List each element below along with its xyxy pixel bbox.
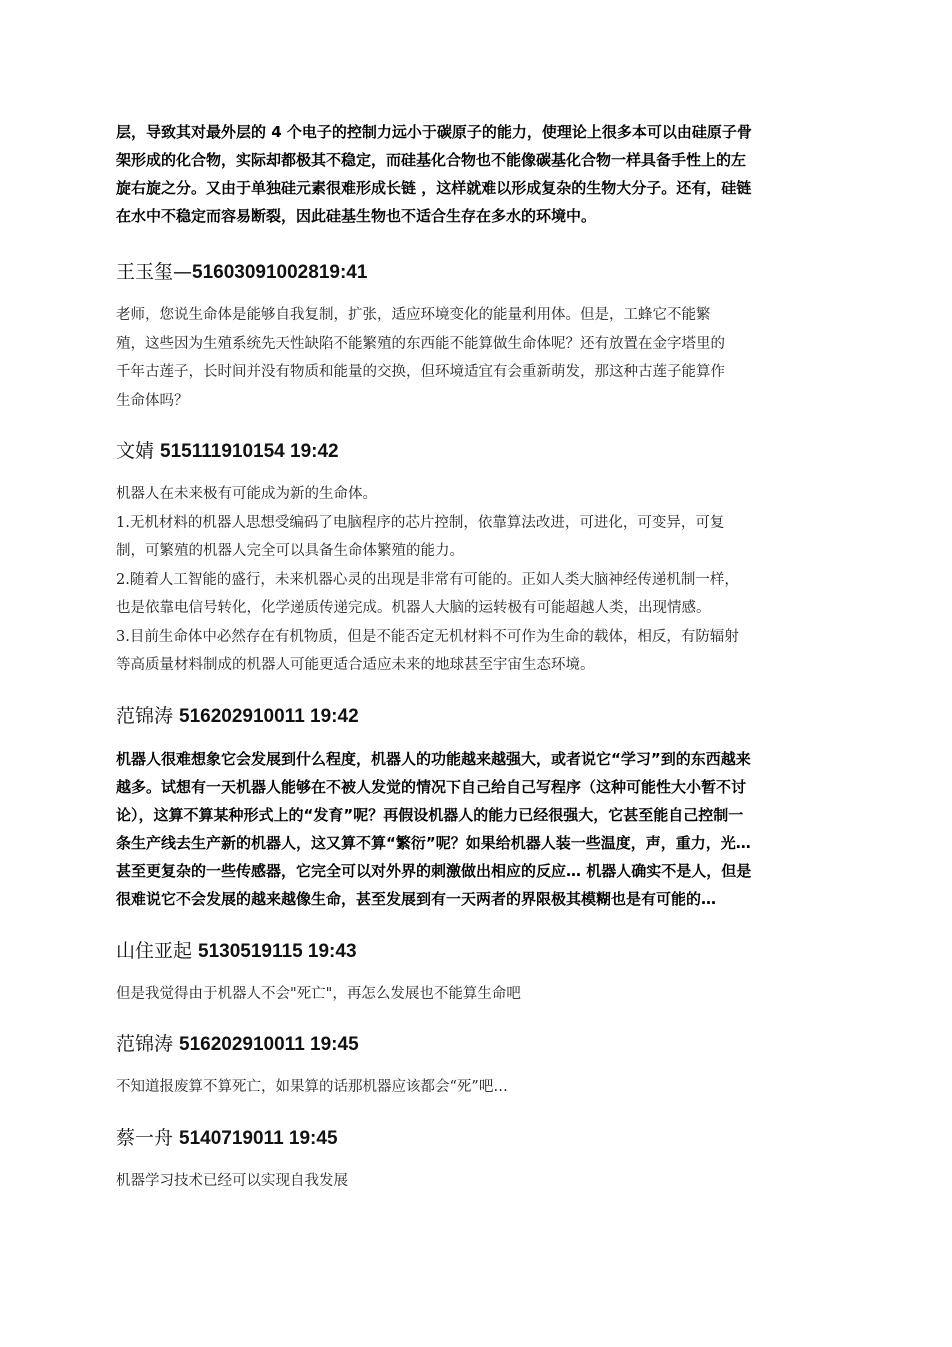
comment-meta: 516202910011 19:45	[179, 1034, 359, 1055]
commenter-name: 范锦涛	[116, 1033, 174, 1055]
commenter-name: 蔡一舟	[116, 1126, 174, 1149]
commenter-name: 文婧	[116, 440, 155, 462]
comment-block	[116, 437, 838, 680]
comment-body: 机器学习技术已经可以实现自我发展	[116, 1172, 348, 1189]
comment-meta: 51603091002819:41	[192, 262, 368, 283]
comment-heading	[116, 1124, 838, 1153]
comment-block	[116, 1124, 838, 1196]
comment-heading	[116, 258, 838, 287]
intro-paragraph: 层，导致其对最外层的 4 个电子的控制力远小于碳原子的能力，使理论上很多本可以由硅原子骨 架形成的化合物，实际却都极其不稳定，而硅基化合物也不能像碳基化合物一样具备手性上的左 旋右旋之分。又由于单独硅元素很难形成长链 ，这样就难以形成复杂的生物大分子。还有，硅链 在水中不稳定而容易断裂，因此硅基生物也不适合生存在多水的环境中。	[116, 123, 752, 225]
comment-heading	[116, 937, 838, 966]
comment-body: 不知道报废算不算死亡，如果算的话那机器应该都会“死”吧…	[116, 1079, 508, 1095]
comment-meta: 515111910154 19:42	[160, 441, 339, 462]
comment-block	[116, 702, 838, 913]
comment-body: 机器人很难想象它会发展到什么程度，机器人的功能越来越强大，或者说它“学习”到的东西越来 越多。试想有一天机器人能够在不被人发觉的情况下自己给自己写程序（这种可能性大小暂不讨 论），这算不算某种形式上的“发育”呢？再假设机器人的能力已经很强大，它甚至能自己控制一 条生产线去生产新的机器人，这又算不算“繁衍”呢？如果给机器人装一些温度，声，重力，光… 甚至更复杂的一些传感器，它完全可以对外界的刺激做出相应的反应… 机器人确实不是人，但是 很难说它不会发展的越来越像生命，甚至发展到有一天两者的界限极其模糊也是有可能的…	[116, 749, 752, 908]
comment-meta: 5130519115 19:43	[198, 940, 357, 962]
comment-heading	[116, 1030, 838, 1059]
document-page	[116, 118, 838, 1195]
comment-heading	[116, 702, 838, 731]
comment-block	[116, 1030, 838, 1102]
commenter-name: 王玉玺—	[116, 261, 193, 283]
commenter-name: 山住亚起	[116, 939, 193, 962]
comment-body: 但是我觉得由于机器人不会"死亡"，再怎么发展也不能算生命吧	[116, 985, 521, 1002]
comment-body: 老师，您说生命体是能够自我复制，扩张，适应环境变化的能量利用体。但是，工蜂它不能繁 殖，这些因为生殖系统先天性缺陷不能繁殖的东西能不能算做生命体呢？还有放置在金字塔里的 千年古莲子，长时间并没有物质和能量的交换，但环境适宜有会重新萌发，那这种古莲子能算作 生命体吗？	[116, 307, 725, 409]
comment-block	[116, 258, 838, 415]
comment-body: 机器人在未来极有可能成为新的生命体。 1.无机材料的机器人思想受编码了电脑程序的芯片控制，依靠算法改进，可进化，可变异，可复 制，可繁殖的机器人完全可以具备生命体繁殖的能力。 2.随着人工智能的盛行，未来机器心灵的出现是非常有可能的。正如人类大脑神经传递机制一样， 也是依靠电信号转化，化学递质传递完成。机器人大脑的运转极有可能超越人类，出现情感。 3.目前生命体中必然存在有机物质，但是不能否定无机材料不可作为生命的载体，相反，有防辐射 等高质量材料制成的机器人可能更适合适应未来的地球甚至宇宙生态环境。	[116, 486, 739, 673]
comment-meta: 5140719011 19:45	[179, 1127, 338, 1149]
commenter-name: 范锦涛	[116, 704, 174, 727]
comment-heading	[116, 437, 838, 466]
comment-meta: 516202910011 19:42	[179, 705, 359, 727]
comment-block	[116, 937, 838, 1009]
